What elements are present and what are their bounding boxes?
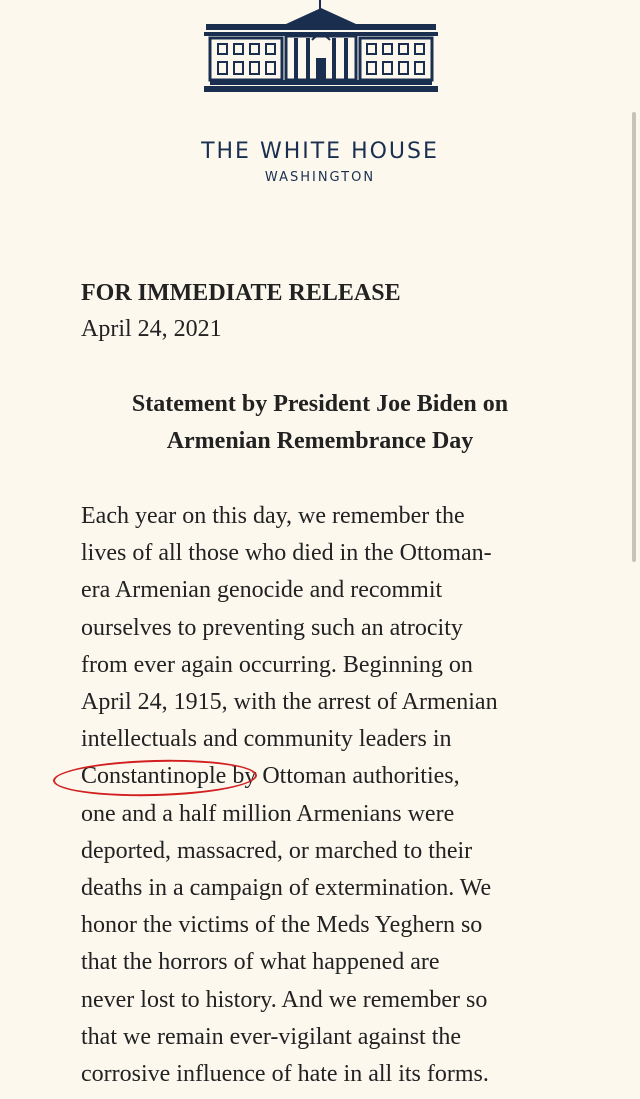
body-line: April 24, 1915, with the arrest of Armenian [81, 689, 498, 716]
statement-title [60, 386, 580, 460]
body-line: never lost to history. And we remember so [81, 986, 488, 1013]
site-subtitle: WASHINGTON [264, 170, 376, 185]
body-line: lives of all those who died in the Ottoman- [81, 540, 492, 567]
statement-body [81, 498, 581, 1093]
body-line: ourselves to preventing such an atrocity [81, 614, 463, 641]
body-line: Each year on this day, we remember the [81, 503, 465, 529]
highlighted-line-rest: by Ottoman authorities, [226, 763, 460, 790]
highlighted-word [81, 758, 226, 795]
body-line-highlighted [81, 758, 581, 795]
release-date: April 24, 2021 [81, 316, 222, 342]
statement-title-line-2: Armenian Remembrance Day [166, 428, 474, 454]
body-line: era Armenian genocide and recommit [81, 577, 443, 604]
body-line: deported, massacred, or marched to their [81, 837, 473, 864]
body-line: deaths in a campaign of extermination. We [81, 875, 492, 902]
site-title[interactable]: THE WHITE HOUSE [201, 139, 439, 164]
highlighted-word-text: Constantinople [81, 763, 227, 790]
body-line: that we remain ever-vigilant against the [81, 1023, 462, 1050]
statement-title-line-1: Statement by President Joe Biden on [131, 391, 509, 417]
release-label: FOR IMMEDIATE RELEASE [81, 280, 401, 306]
body-line: that the horrors of what happened are [81, 949, 440, 976]
body-line: honor the victims of the Meds Yeghern so [81, 912, 483, 939]
body-line: corrosive influence of hate in all its forms. [81, 1061, 489, 1088]
body-line: one and a half million Armenians were [81, 800, 455, 827]
body-line: from ever again occurring. Beginning on [81, 651, 473, 678]
white-house-logo-icon [204, 0, 438, 96]
body-line: intellectuals and community leaders in [81, 726, 452, 753]
